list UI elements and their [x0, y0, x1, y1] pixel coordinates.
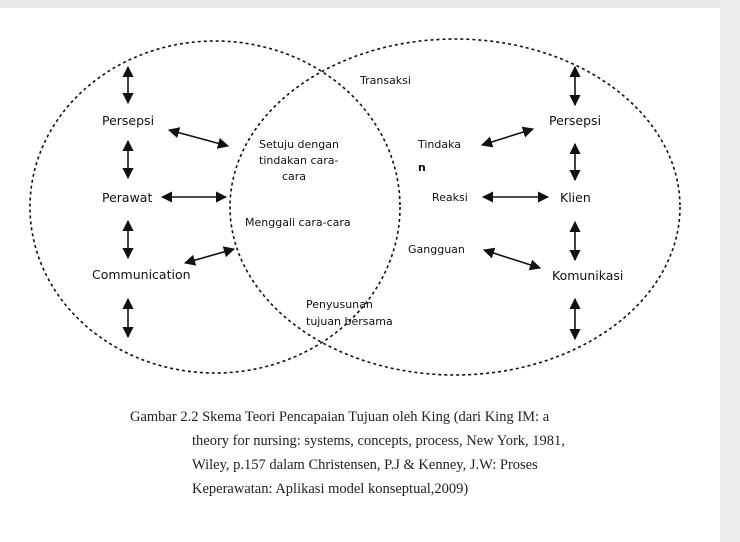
label-transaksi: Transaksi — [360, 74, 411, 87]
label-penyusunan-line1: Penyusunan — [306, 298, 373, 311]
label-setuju-line2: tindakan cara- — [259, 154, 339, 167]
arrow-tindakan-persepsi — [482, 129, 533, 145]
arrow-gangguan-komunikasi — [484, 250, 540, 268]
right-ellipse — [230, 39, 680, 375]
label-left-persepsi: Persepsi — [102, 113, 155, 128]
caption-line-1: Gambar 2.2 Skema Teori Pencapaian Tujuan oleh King (dari King IM: a — [130, 409, 550, 425]
right-border-strip — [720, 0, 740, 542]
arrow-persepsi-setuju — [169, 130, 228, 146]
figure-caption — [130, 405, 610, 501]
label-setuju-line1: Setuju dengan — [259, 138, 339, 151]
caption-line-3: Wiley, p.157 dalam Christensen, P.J & Kenney, J.W: Proses — [192, 457, 538, 473]
caption-line-4: Keperawatan: Aplikasi model konseptual,2009) — [192, 481, 469, 497]
label-komunikasi: Komunikasi — [552, 268, 624, 283]
caption-line-2: theory for nursing: systems, concepts, process, New York, 1981, — [192, 433, 565, 449]
label-klien: Klien — [560, 190, 591, 205]
label-menggali: Menggali cara-cara — [245, 216, 351, 229]
label-communication: Communication — [92, 267, 191, 282]
label-perawat: Perawat — [102, 190, 153, 205]
label-gangguan: Gangguan — [408, 243, 465, 256]
label-penyusunan-line2: tujuan bersama — [306, 315, 393, 328]
label-right-persepsi: Persepsi — [549, 113, 602, 128]
arrow-communication-center — [185, 249, 234, 263]
label-reaksi: Reaksi — [432, 191, 468, 204]
label-tindakan-line2: n — [418, 161, 426, 174]
label-setuju-line3: cara — [282, 170, 307, 183]
label-tindakan-line1: Tindaka — [418, 138, 462, 151]
